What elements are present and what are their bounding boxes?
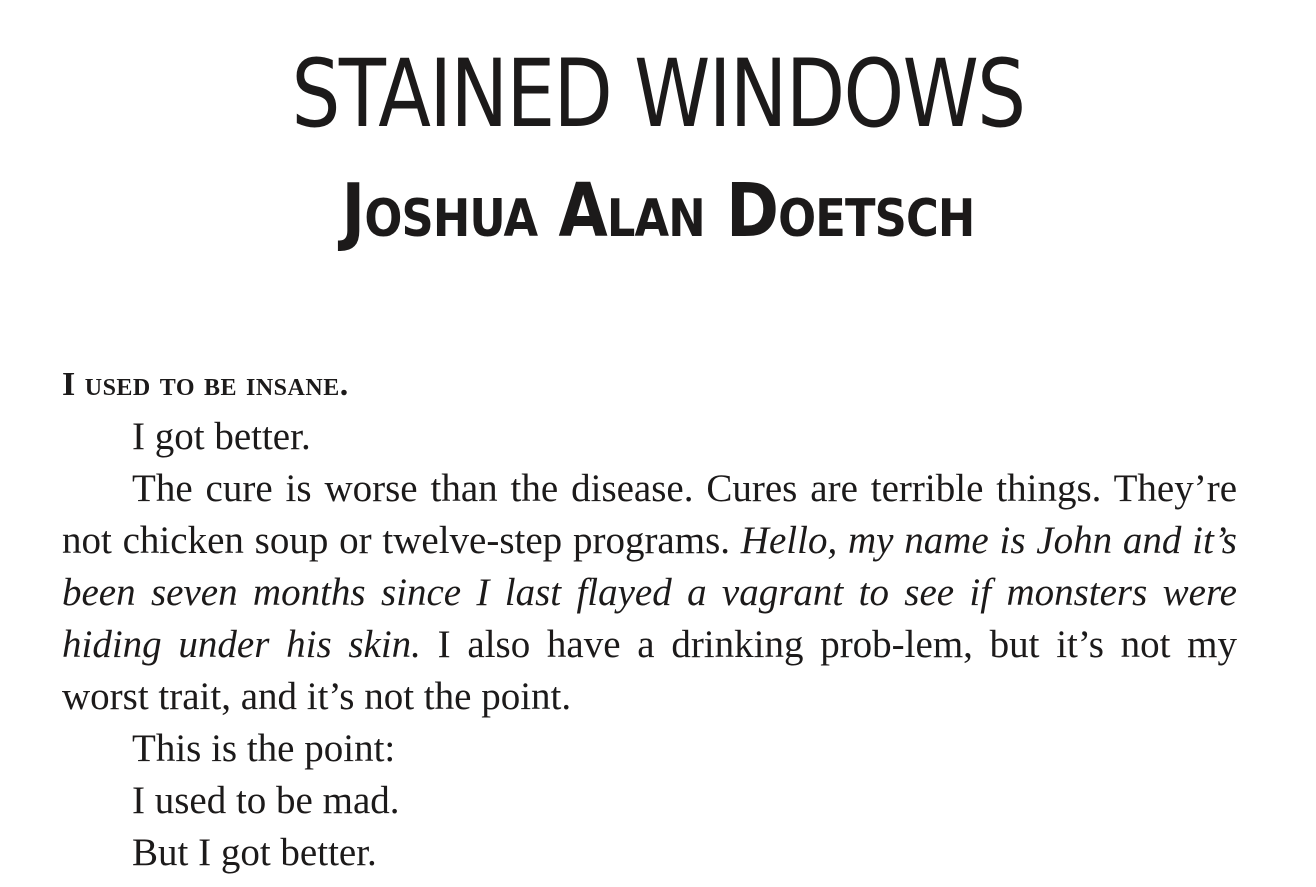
paragraph-3: This is the point: <box>132 727 396 770</box>
author-name: Joshua Alan Doetsch <box>341 168 975 254</box>
paragraph-4: I used to be mad. <box>132 779 400 822</box>
paragraph-2-part-3: I also have a drinking prob-lem, but it’s not my worst trait, and it’s not the point. <box>62 623 1238 718</box>
opening-line <box>62 357 1237 411</box>
paragraph-2 <box>62 463 1237 723</box>
paragraph-1: I got better. <box>132 415 311 458</box>
paragraph-2-italic-part: Hello, my name is John and it’s been seven months since I last flayed a vagrant to see if monsters were hiding under his skin. <box>62 519 1237 666</box>
lead-in-small-caps: I used to be insane. <box>62 366 349 403</box>
story-body <box>62 357 1237 879</box>
paragraph-5: But I got better. <box>132 831 377 874</box>
story-title: STAINED WINDOWS <box>291 40 1025 149</box>
paragraph-2-part-1: The cure is worse than the disease. Cures are terrible things. They’re not chicken soup or twelve-step programs. <box>62 467 1237 562</box>
